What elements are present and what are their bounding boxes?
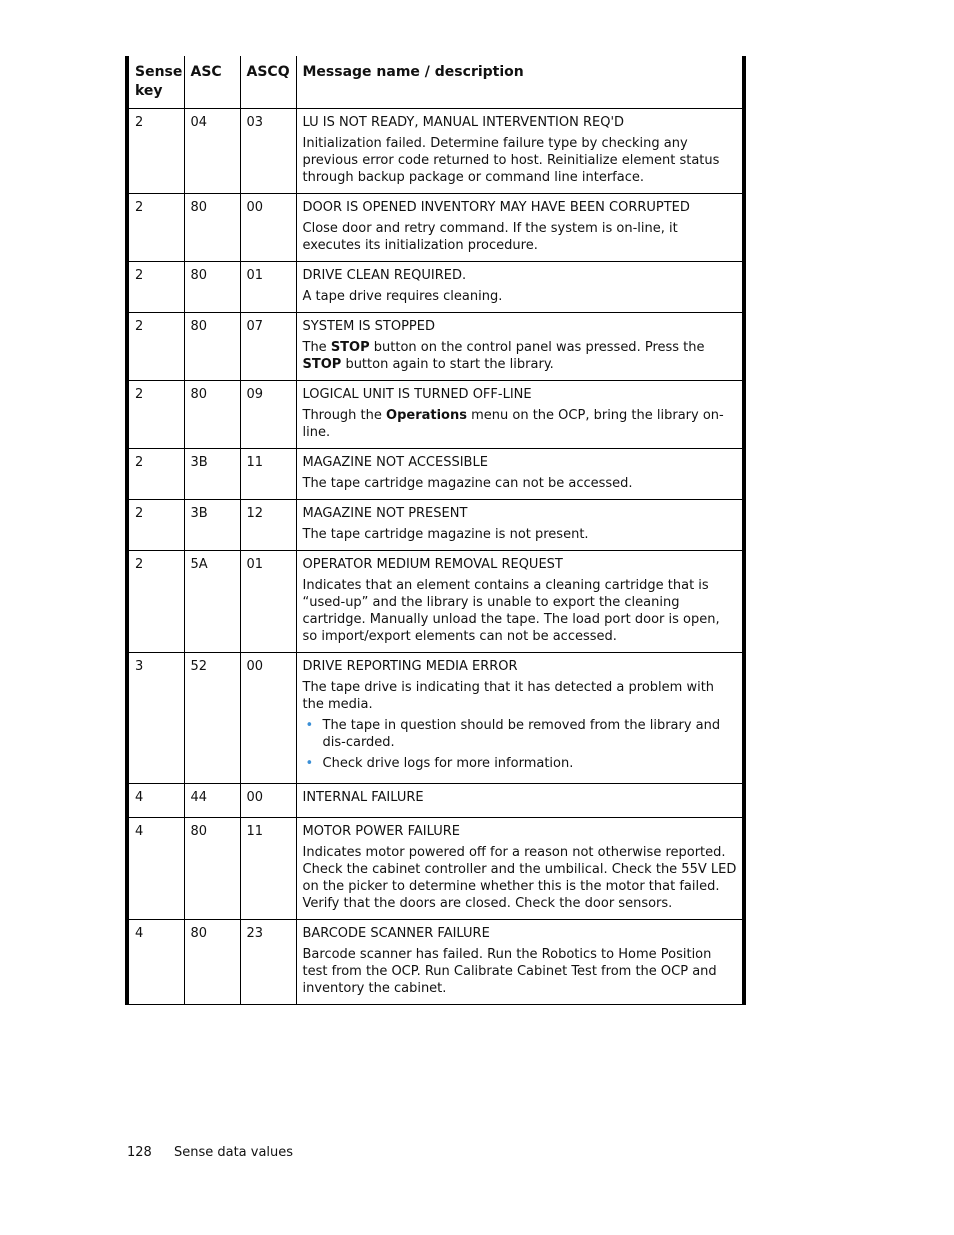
message-name: MAGAZINE NOT ACCESSIBLE	[302, 455, 488, 470]
cell-message	[296, 313, 742, 381]
message-description	[303, 135, 739, 186]
message-name: DRIVE CLEAN REQUIRED.	[302, 268, 467, 283]
cell-message	[296, 109, 742, 194]
cell-ascq: 09	[240, 381, 296, 449]
cell-message	[296, 500, 742, 551]
description-text: The	[302, 340, 331, 355]
cell-ascq: 03	[240, 109, 296, 194]
cell-asc: 3B	[184, 449, 240, 500]
cell-sense-key: 2	[129, 194, 184, 262]
cell-message	[296, 449, 742, 500]
description-text: The tape cartridge magazine is not present.	[302, 527, 589, 542]
message-name: LOGICAL UNIT IS TURNED OFF-LINE	[302, 387, 532, 402]
table-row	[129, 818, 742, 920]
sense-data-table	[129, 56, 742, 1005]
cell-message	[296, 653, 742, 784]
description-emphasis: STOP	[330, 340, 370, 355]
description-text: Indicates that an element contains a cleaning cartridge that is “used-up” and the library is unable to export the cleaning cartridge. Manually unload the tape. The load port door is open, so import/export elements can not be accessed.	[302, 578, 720, 644]
bullet-item: • The tape in question should be removed from the library and dis-carded.	[323, 717, 739, 751]
cell-ascq: 01	[240, 262, 296, 313]
description-text: A tape drive requires cleaning.	[302, 289, 503, 304]
table-row	[129, 449, 742, 500]
header-message: Message name / description	[296, 56, 742, 109]
message-name: INTERNAL FAILURE	[302, 790, 424, 805]
cell-asc: 80	[184, 818, 240, 920]
table-row	[129, 551, 742, 653]
description-text: The tape drive is indicating that it has detected a problem with the media.	[302, 680, 715, 712]
cell-sense-key: 2	[129, 551, 184, 653]
cell-sense-key: 2	[129, 262, 184, 313]
description-text: Initialization failed. Determine failure type by checking any previous error code returned to host. Reinitialize element status through backup package or command line interface.	[302, 136, 720, 185]
cell-ascq: 00	[240, 653, 296, 784]
description-text: button on the control panel was pressed. Press the	[369, 340, 705, 355]
description-text: menu on the OCP, bring the library on-line.	[302, 408, 724, 440]
cell-ascq: 00	[240, 784, 296, 818]
table-row	[129, 381, 742, 449]
cell-message	[296, 381, 742, 449]
table-row	[129, 313, 742, 381]
cell-ascq: 11	[240, 449, 296, 500]
message-name: MOTOR POWER FAILURE	[302, 824, 460, 839]
message-name: MAGAZINE NOT PRESENT	[302, 506, 468, 521]
cell-sense-key: 2	[129, 381, 184, 449]
page-number: 128	[127, 1145, 152, 1160]
cell-asc: 80	[184, 313, 240, 381]
cell-ascq: 23	[240, 920, 296, 1005]
table-row	[129, 784, 742, 818]
cell-ascq: 01	[240, 551, 296, 653]
cell-message	[296, 194, 742, 262]
cell-sense-key: 2	[129, 313, 184, 381]
cell-asc: 80	[184, 194, 240, 262]
table-row	[129, 500, 742, 551]
table-row	[129, 194, 742, 262]
table-row	[129, 653, 742, 784]
table-row	[129, 920, 742, 1005]
header-sense-key: Sense key	[129, 56, 184, 109]
description-text: Close door and retry command. If the system is on-line, it executes its initialization procedure.	[302, 221, 678, 253]
cell-message	[296, 920, 742, 1005]
message-description	[303, 475, 739, 492]
message-description	[303, 407, 739, 441]
message-description	[303, 288, 739, 305]
message-description	[303, 577, 739, 645]
cell-sense-key: 2	[129, 500, 184, 551]
cell-ascq: 12	[240, 500, 296, 551]
cell-sense-key: 2	[129, 449, 184, 500]
message-name: BARCODE SCANNER FAILURE	[302, 926, 490, 941]
message-description	[303, 844, 739, 912]
message-description	[303, 946, 739, 997]
cell-sense-key: 4	[129, 818, 184, 920]
table-header-row	[129, 56, 742, 109]
cell-asc: 80	[184, 381, 240, 449]
cell-asc: 44	[184, 784, 240, 818]
cell-asc: 04	[184, 109, 240, 194]
cell-asc: 52	[184, 653, 240, 784]
cell-asc: 80	[184, 920, 240, 1005]
sense-data-table-container	[125, 56, 746, 1005]
description-text: Indicates motor powered off for a reason not otherwise reported. Check the cabinet controller and the umbilical. Check the 55V LED on the picker to determine whether this is the motor that failed. Verify that the doors are closed. Check the door sensors.	[302, 845, 737, 911]
page-footer	[127, 1145, 311, 1160]
cell-ascq: 11	[240, 818, 296, 920]
description-text: The tape cartridge magazine can not be accessed.	[302, 476, 633, 491]
bullet-item: • Check drive logs for more information.	[323, 755, 739, 772]
message-name: DRIVE REPORTING MEDIA ERROR	[302, 659, 518, 674]
message-name: LU IS NOT READY, MANUAL INTERVENTION REQ'D	[302, 115, 625, 130]
table-row	[129, 262, 742, 313]
cell-asc: 5A	[184, 551, 240, 653]
description-text: Through the	[302, 408, 387, 423]
cell-asc: 3B	[184, 500, 240, 551]
message-name: DOOR IS OPENED INVENTORY MAY HAVE BEEN CORRUPTED	[302, 200, 690, 215]
table-row	[129, 109, 742, 194]
section-title: Sense data values	[173, 1145, 294, 1160]
header-asc: ASC	[184, 56, 240, 109]
cell-sense-key: 4	[129, 784, 184, 818]
description-emphasis: Operations	[386, 408, 467, 423]
message-description	[303, 220, 739, 254]
cell-sense-key: 3	[129, 653, 184, 784]
message-name: SYSTEM IS STOPPED	[302, 319, 435, 334]
cell-message	[296, 551, 742, 653]
header-ascq: ASCQ	[240, 56, 296, 109]
cell-message	[296, 784, 742, 818]
cell-ascq: 00	[240, 194, 296, 262]
bullet-list	[303, 717, 739, 772]
cell-sense-key: 2	[129, 109, 184, 194]
message-description	[303, 526, 739, 543]
description-text: Barcode scanner has failed. Run the Robotics to Home Position test from the OCP. Run Calibrate Cabinet Test from the OCP and inventory the cabinet.	[302, 947, 717, 996]
message-description	[303, 679, 739, 713]
cell-message	[296, 262, 742, 313]
description-text: button again to start the library.	[341, 357, 554, 372]
message-description	[303, 339, 739, 373]
cell-asc: 80	[184, 262, 240, 313]
table-body	[129, 109, 742, 1005]
cell-ascq: 07	[240, 313, 296, 381]
description-emphasis: STOP	[302, 357, 342, 372]
message-name: OPERATOR MEDIUM REMOVAL REQUEST	[302, 557, 563, 572]
cell-message	[296, 818, 742, 920]
cell-sense-key: 4	[129, 920, 184, 1005]
